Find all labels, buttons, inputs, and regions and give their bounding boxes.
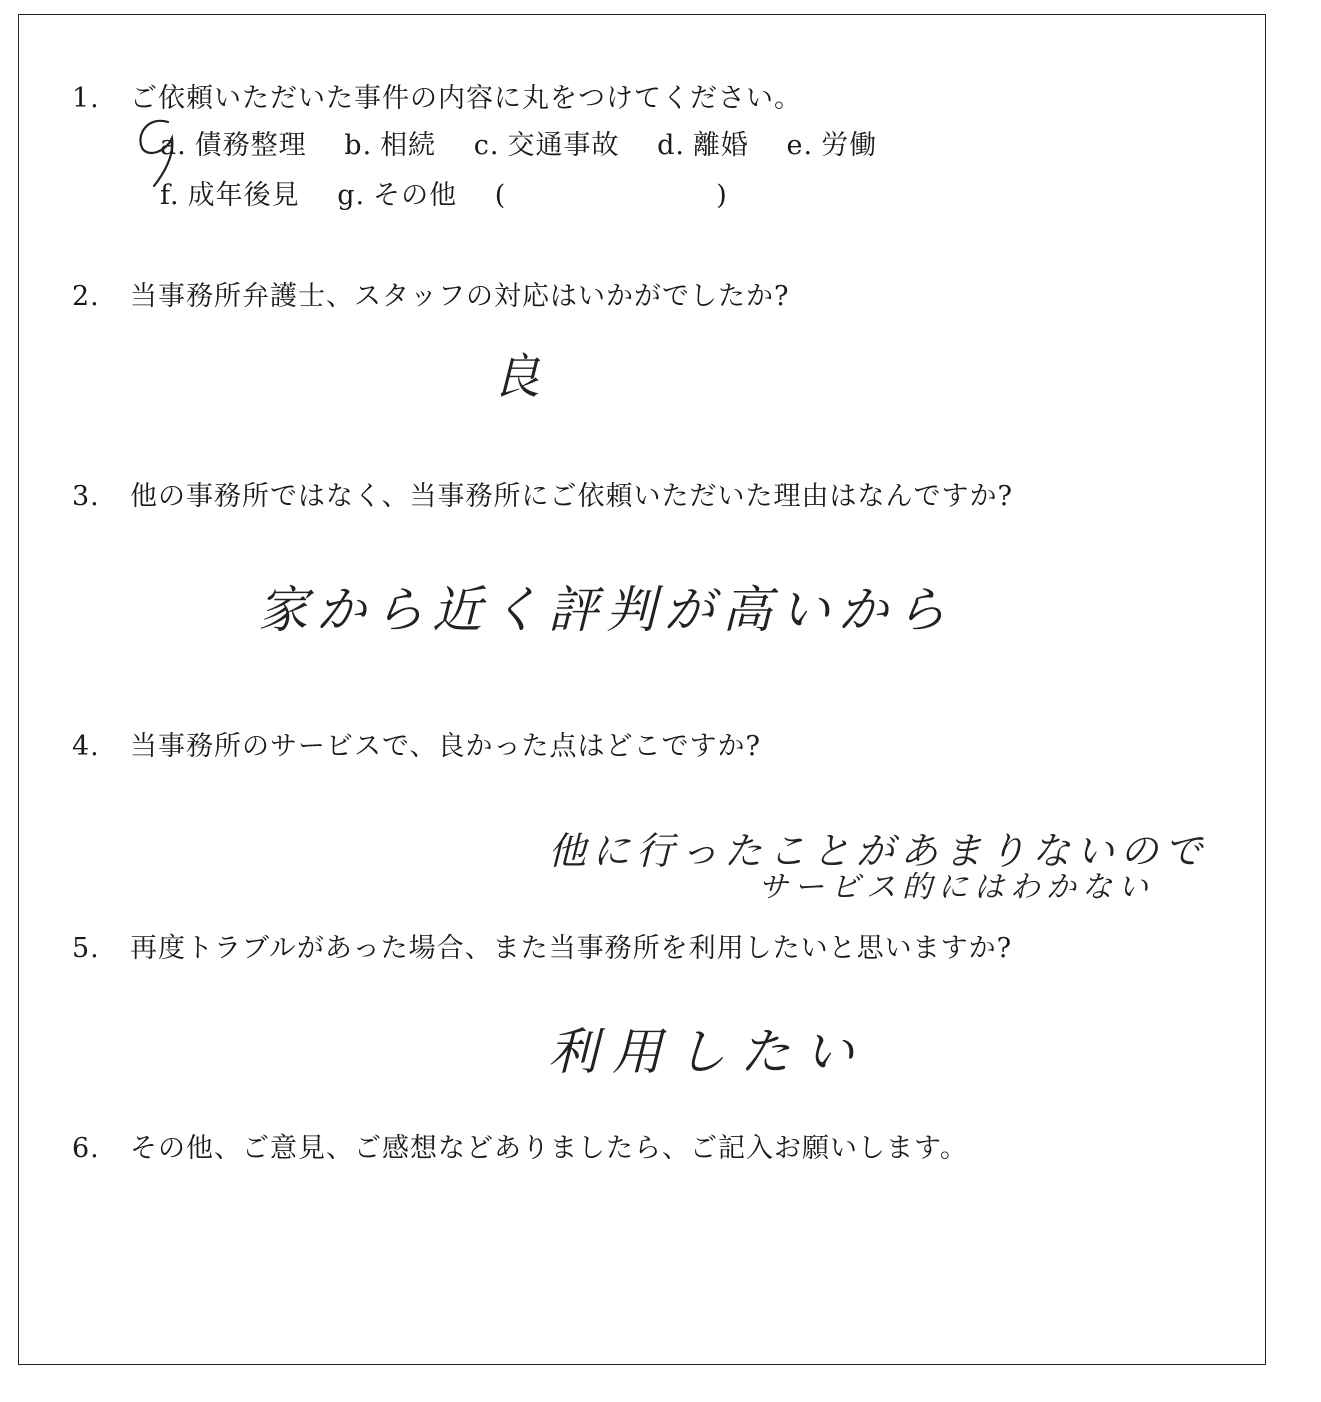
option-label: その他 (373, 180, 458, 211)
question-number: 4. (72, 731, 100, 762)
question-number: 6. (72, 1133, 100, 1164)
option-c[interactable] (474, 123, 620, 162)
option-f[interactable] (160, 173, 300, 212)
option-d[interactable] (657, 123, 749, 162)
question-number: 3. (72, 481, 100, 512)
question-2 (72, 274, 789, 313)
option-key: f. (160, 180, 180, 211)
option-label: 交通事故 (507, 130, 620, 161)
option-key: g. (337, 180, 366, 211)
answer-4-line-2: サービス的にはわかない (758, 870, 1154, 905)
option-label: 債務整理 (194, 130, 307, 161)
question-6 (72, 1126, 968, 1165)
option-label: 労働 (821, 130, 878, 161)
option-key: b. (344, 130, 373, 161)
answer-6-blank[interactable] (72, 1180, 1222, 1340)
question-3 (72, 474, 1013, 513)
answer-4-line-1: 他に行ったことがあまりないので (548, 829, 1209, 873)
answer-2: 良 (492, 349, 541, 405)
other-paren-open: ( (494, 180, 507, 211)
options-row-1 (160, 123, 905, 162)
option-label: 離婚 (692, 130, 749, 161)
answer-3: 家から近く評判が高いから (258, 581, 954, 639)
question-text: 他の事務所ではなく、当事務所にご依頼いただいた理由はなんですか? (130, 481, 1013, 512)
option-key: a. (160, 130, 187, 161)
option-key: c. (473, 130, 500, 161)
options-row-2 (160, 173, 728, 212)
answer-5: 利用したい (548, 1023, 868, 1081)
option-b[interactable] (344, 123, 436, 162)
question-text: 再度トラブルがあった場合、また当事務所を利用したいと思いますか? (130, 933, 1013, 964)
other-paren-close: ) (716, 180, 728, 211)
option-key: d. (657, 130, 685, 161)
question-text: その他、ご意見、ご感想などありましたら、ご記入お願いします。 (130, 1133, 968, 1164)
question-text: 当事務所のサービスで、良かった点はどこですか? (130, 731, 761, 762)
question-number: 5. (72, 933, 100, 964)
question-4 (72, 724, 761, 763)
question-text: 当事務所弁護士、スタッフの対応はいかがでしたか? (130, 281, 790, 312)
option-g[interactable] (337, 173, 457, 212)
option-key: e. (786, 130, 814, 161)
question-text: ご依頼いただいた事件の内容に丸をつけてください。 (130, 83, 802, 114)
question-1 (72, 76, 802, 115)
question-number: 2. (72, 281, 100, 312)
option-label: 相続 (380, 130, 437, 161)
option-label: 成年後見 (187, 180, 300, 211)
question-number: 1. (72, 83, 100, 114)
option-e[interactable] (787, 123, 878, 162)
question-5 (72, 926, 1012, 965)
